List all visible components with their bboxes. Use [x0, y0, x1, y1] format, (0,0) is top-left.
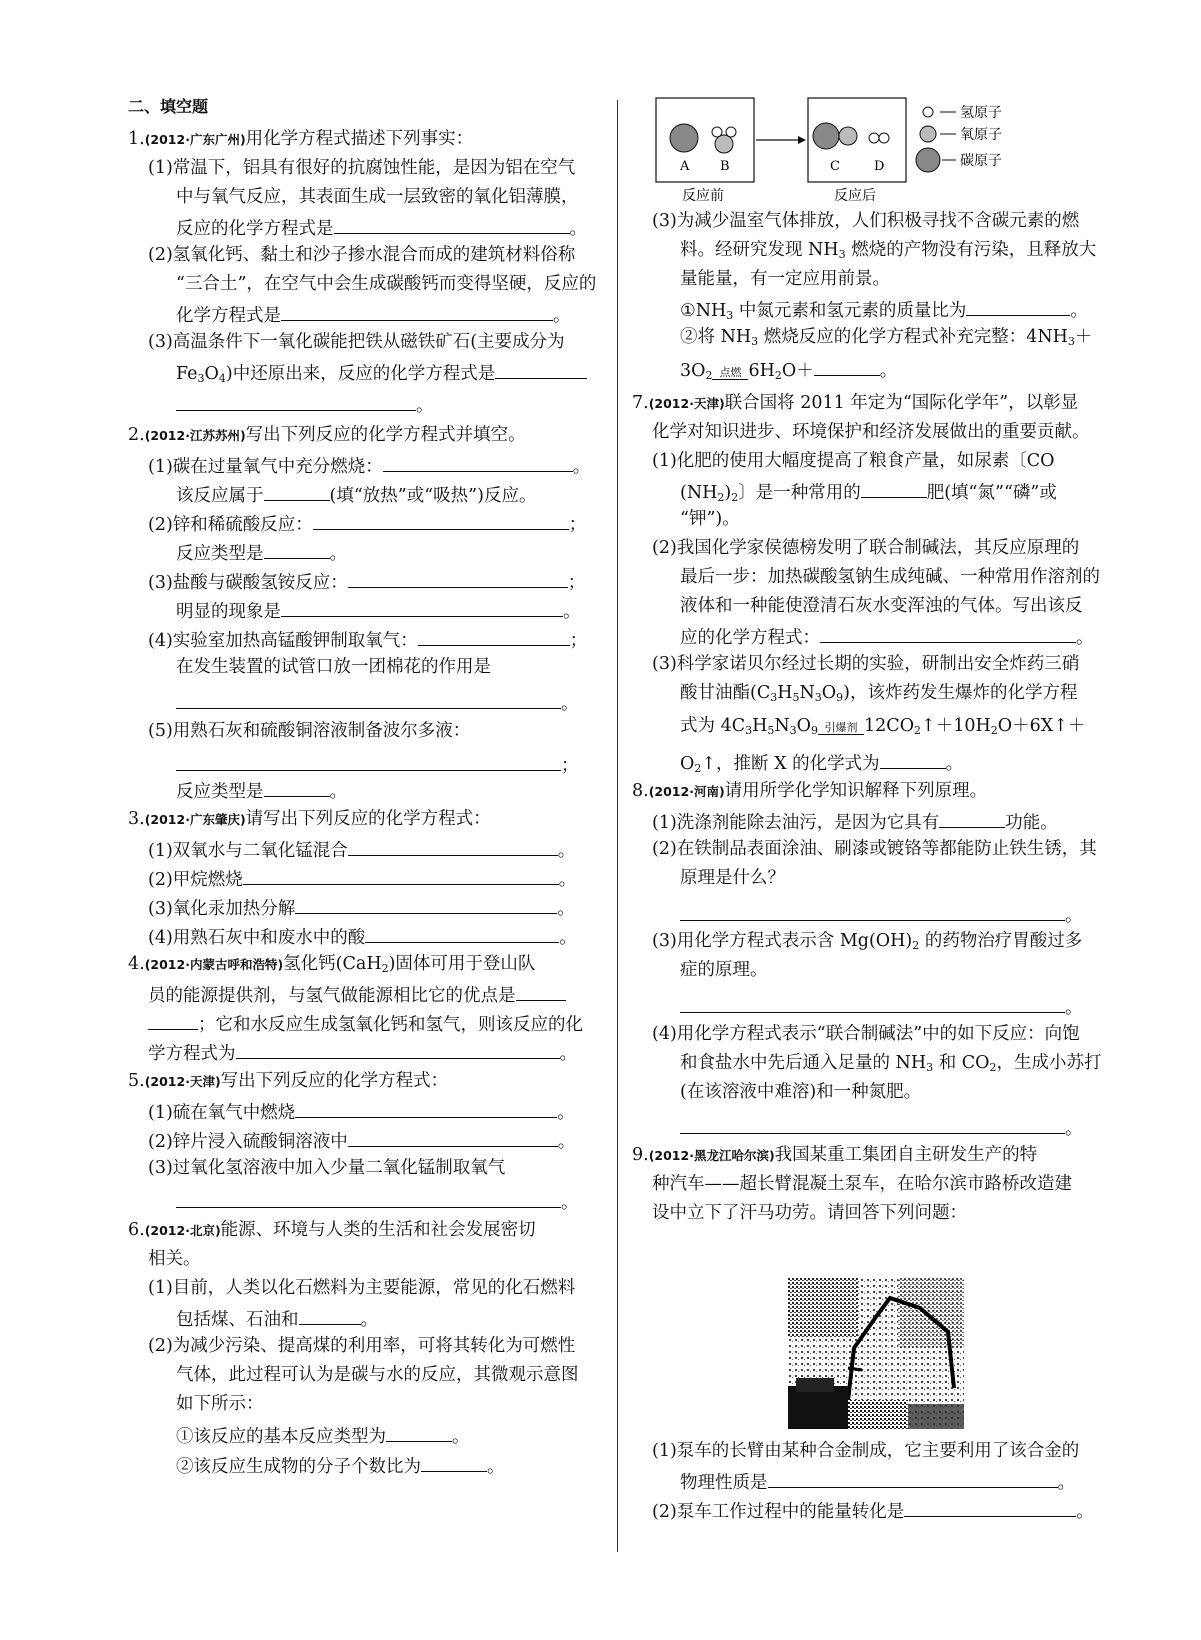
answer-blank[interactable] [348, 1128, 558, 1147]
q9-part1-line1: (1)泵车的长臂由某种合金制成，它主要利用了该合金的 [652, 1441, 1080, 1461]
question-1-stem: 1.(2012·广东广州)用化学方程式描述下列事实： [128, 129, 474, 149]
answer-blank[interactable] [264, 778, 330, 797]
q6-part3-line3: 量能量，有一定应用前景。 [680, 269, 890, 289]
label-before: 反应前 [682, 188, 724, 204]
question-5-stem: 5.(2012·天津)写出下列反应的化学方程式： [128, 1071, 449, 1091]
q8-part4-line1: (4)用化学方程式表示“联合制碱法”中的如下反应：向饱 [652, 1024, 1080, 1044]
q6-part2-line3: 如下所示： [176, 1394, 264, 1414]
q9-stem-line3: 设中立下了汗马功劳。请回答下列问题： [652, 1203, 967, 1223]
q2-part4: (4)实验室加热高锰酸钾制取氧气： ； [148, 627, 587, 652]
answer-blank[interactable] [386, 1423, 452, 1442]
q1-part1-line3: 反应的化学方程式是 。 [176, 215, 587, 240]
q8-part2-answer: 。 [680, 902, 1083, 927]
q7-part1-line3: “钾”)。 [680, 509, 740, 529]
q2-part5: (5)用熟石灰和硫酸铜溶液制备波尔多液： [148, 721, 471, 741]
answer-blank[interactable] [236, 1040, 560, 1059]
question-2-stem: 2.(2012·江苏苏州)写出下列反应的化学方程式并填空。 [128, 425, 526, 445]
q7-stem-line2: 化学对知识进步、环境保护和经济发展做出的重要贡献。 [652, 422, 1090, 442]
q5-part3: (3)过氧化氢溶液中加入少量二氧化锰制取氧气 [148, 1158, 506, 1178]
legend-hydrogen: 氢原子 [960, 105, 1002, 121]
q5-part3-b: 。 [176, 1189, 579, 1214]
q7-part3-line1: (3)科学家诺贝尔经过长期的实验，研制出安全炸药三硝 [652, 654, 1080, 674]
question-6-stem: 6.(2012·北京)能源、环境与人类的生活和社会发展密切 [128, 1220, 536, 1240]
label-d: D [874, 159, 885, 174]
carbon-atom [813, 123, 839, 149]
legend-oxygen: 氧原子 [960, 127, 1002, 143]
q8-part3-line1: (3)用化学方程式表示含 $Mg(OH)_2$ 的药物治疗胃酸过多 [652, 931, 1083, 952]
answer-blank[interactable] [176, 392, 416, 411]
question-9-stem: 9.(2012·黑龙江哈尔滨)我国某重工集团自主研发生产的特 [632, 1145, 1038, 1165]
q6-sub3: $①NH_3$ 中氮元素和氢元素的质量比为 。 [680, 297, 1088, 327]
q1-part3-line1: (3)高温条件下一氧化碳能把铁从磁铁矿石(主要成分为 [148, 332, 565, 352]
question-4-stem: 4.(2012·内蒙古呼和浩特)氢化钙(CaH$_2$)固体可用于登山队 [128, 954, 536, 975]
q5-part2: (2)锌片浸入硫酸铜溶液中 。 [148, 1128, 575, 1153]
q7-part3-equation: 式为 $4C_3H_5N_3O_9$ 引爆剂 $12CO_2↑+10H_2O+6X↑+$ [680, 716, 1086, 737]
q3-part1: (1)双氧水与二氧化锰混合 。 [148, 837, 575, 862]
q6-part2-line2: 气体，此过程可认为是碳与水的反应，其微观示意图 [176, 1365, 579, 1385]
q8-part2-line1: (2)在铁制品表面涂油、刷漆或镀铬等都能防止铁生锈，其 [652, 839, 1097, 859]
q2-part3: (3)盐酸与碳酸氢铵反应： ； [148, 569, 585, 594]
question-8-stem: 8.(2012·河南)请用所学化学知识解释下列原理。 [632, 781, 988, 801]
answer-blank[interactable] [313, 511, 569, 530]
q2-part3-b: 明显的现象是 。 [176, 598, 581, 623]
q2-part2: (2)锌和稀硫酸反应： ； [148, 511, 586, 536]
q5-part1: (1)硫在氧气中燃烧 。 [148, 1099, 575, 1124]
answer-blank[interactable] [904, 1498, 1076, 1517]
hydrogen-atom [712, 127, 722, 137]
hydrogen-atom [726, 127, 736, 137]
q6-sub2: ②该反应生成物的分子个数比为 。 [176, 1453, 505, 1478]
answer-blank[interactable] [421, 1453, 487, 1472]
q2-part2-b: 反应类型是 。 [176, 540, 347, 565]
q9-part2: (2)泵车工作过程中的能量转化是 。 [652, 1498, 1094, 1523]
answer-blank[interactable] [348, 569, 568, 588]
legend-hydrogen-icon [923, 107, 933, 117]
q2-part4-c: 。 [176, 690, 579, 715]
question-3-stem: 3.(2012·广东肇庆)请写出下列反应的化学方程式： [128, 809, 491, 829]
q2-part5-b: ； [176, 752, 579, 777]
answer-blank[interactable] [383, 453, 573, 472]
q2-part1: (1)碳在过量氧气中充分燃烧： 。 [148, 453, 590, 478]
answer-blank[interactable] [281, 302, 553, 321]
legend-carbon-icon [916, 148, 940, 172]
answer-blank[interactable] [966, 297, 1070, 316]
answer-blank[interactable] [820, 624, 1076, 643]
answer-blank[interactable] [264, 540, 330, 559]
label-after: 反应后 [834, 188, 876, 204]
q6-sub1: ①该反应的基本反应类型为 。 [176, 1423, 470, 1448]
pump-truck-photo [788, 1278, 964, 1429]
answer-blank[interactable] [176, 752, 561, 771]
answer-blank[interactable] [243, 866, 559, 885]
q7-part2-line1: (2)我国化学家侯德榜发明了联合制碱法，其反应原理的 [652, 538, 1080, 558]
q1-part1-line2: 中与氧气反应，其表面生成一层致密的氧化铝薄膜， [176, 187, 579, 207]
answer-blank[interactable] [861, 479, 927, 498]
reaction-micro-diagram [650, 96, 1050, 206]
legend-oxygen-icon [920, 126, 936, 142]
q1-part2-line2: “三合土”，在空气中会生成碳酸钙而变得坚硬，反应的 [176, 274, 597, 294]
hydrogen-atom [879, 133, 889, 143]
hydrogen-atom [869, 133, 879, 143]
label-b: B [720, 159, 730, 174]
truck-body [788, 1386, 848, 1429]
q7-part2-line2: 最后一步：加热碳酸氢钠生成纯碱、一种常用作溶剂的 [680, 567, 1100, 587]
q8-part2-line2: 原理是什么？ [680, 868, 785, 888]
answer-blank[interactable] [299, 1306, 361, 1325]
answer-blank[interactable] [365, 924, 559, 943]
column-divider [617, 100, 618, 1552]
q7-part2-line4: 应的化学方程式： 。 [680, 624, 1094, 649]
answer-blank[interactable] [814, 357, 880, 376]
answer-blank[interactable] [516, 982, 566, 1001]
question-7-stem: 7.(2012·天津)联合国将 2011 年定为“国际化学年”，以彰显 [632, 393, 1079, 413]
q8-part3-line2: 症的原理。 [680, 960, 768, 980]
answer-blank[interactable] [880, 750, 946, 769]
answer-blank[interactable] [939, 809, 1005, 828]
q8-part3-answer: 。 [680, 994, 1083, 1019]
q3-part3: (3)氧化汞加热分解 。 [148, 895, 575, 920]
answer-blank[interactable] [348, 837, 558, 856]
q6-part3-line2: 料。经研究发现 $NH_3$ 燃烧的产物没有污染，且释放大 [680, 240, 1097, 261]
answer-blank[interactable] [334, 215, 570, 234]
answer-blank[interactable] [418, 627, 570, 646]
q2-part5-c: 反应类型是 。 [176, 778, 347, 803]
answer-blank[interactable] [176, 690, 561, 709]
answer-blank[interactable] [281, 598, 563, 617]
arrow-head [798, 136, 806, 144]
q7-part2-line3: 液体和一种能使澄清石灰水变浑浊的气体。写出该反 [680, 596, 1083, 616]
q1-part2-line3: 化学方程式是 。 [176, 302, 571, 327]
section-title: 二、填空题 [128, 97, 209, 116]
answer-blank[interactable] [768, 1469, 1058, 1488]
q4-line3: ；它和水反应生成氢氧化钙和氢气，则该反应的化 [148, 1011, 583, 1036]
q7-part3-line4: $O_2↑$，推断 X 的化学式为 。 [680, 750, 963, 780]
q4-line2: 员的能源提供剂，与氢气做能源相比它的优点是 [148, 982, 566, 1007]
q6-sub4: ②将 $NH_3$ 燃烧反应的化学方程式补充完整：$4NH_3+$ [680, 327, 1093, 348]
label-c: C [830, 159, 840, 174]
q6-stem-line2: 相关。 [148, 1249, 201, 1269]
q1-part3-line2: $Fe_3O_4$)中还原出来，反应的化学方程式是 [176, 360, 587, 390]
q2-part4-b: 在发生装置的试管口放一团棉花的作用是 [176, 657, 491, 677]
q1-part1-line1: (1)常温下，铝具有很好的抗腐蚀性能，是因为铝在空气 [148, 158, 576, 178]
oxygen-atom [715, 135, 733, 153]
q7-part3-line2: 酸甘油酯$(C_3H_5N_3O_9)$，该炸药发生爆炸的化学方程 [680, 683, 1078, 704]
q8-part4-line2: 和食盐水中先后通入足量的 $NH_3$ 和 $CO_2$，生成小苏打 [680, 1053, 1102, 1074]
q8-part1: (1)洗涤剂能除去油污，是因为它具有 功能。 [652, 809, 1058, 834]
oxygen-atom [839, 127, 857, 145]
q6-part1-line1: (1)目前，人类以化石燃料为主要能源，常见的化石燃料 [148, 1278, 576, 1298]
carbon-atom [670, 124, 698, 152]
q8-part4-line3: (在该溶液中难溶)和一种氮肥。 [680, 1082, 922, 1102]
q7-part1-line1: (1)化肥的使用大幅度提高了粮食产量，如尿素〔CO [652, 451, 1055, 471]
q6-sub4-equation: $3O_2$ 点燃 $6H_2O+$ 。 [680, 357, 897, 387]
answer-blank[interactable] [176, 1189, 561, 1208]
answer-blank[interactable] [680, 994, 1065, 1013]
q6-part3-line1: (3)为减少温室气体排放，人们积极寻找不含碳元素的燃 [652, 211, 1080, 231]
answer-blank[interactable] [295, 1099, 557, 1118]
q1-part2-line1: (2)氢氧化钙、黏土和沙子掺水混合而成的建筑材料俗称 [148, 245, 576, 265]
q3-part2: (2)甲烷燃烧 。 [148, 866, 576, 891]
label-a: A [680, 159, 690, 174]
answer-blank[interactable] [148, 1011, 198, 1030]
answer-blank[interactable] [680, 1115, 1065, 1134]
q7-part1-line2: $(NH_2)_2$〕是一种常用的 肥(填“氮”“磷”或 [680, 479, 1057, 509]
q9-part1-line2: 物理性质是 。 [680, 1469, 1075, 1494]
q9-stem-line2: 种汽车——超长臂混凝土泵车，在哈尔滨市路桥改造建 [652, 1174, 1072, 1194]
q4-line4: 学方程式为 。 [148, 1040, 577, 1065]
q3-part4: (4)用熟石灰中和废水中的酸 。 [148, 924, 577, 949]
answer-blank[interactable] [680, 902, 1065, 921]
q6-part1-line2: 包括煤、石油和 。 [176, 1306, 378, 1331]
answer-blank[interactable] [295, 895, 557, 914]
q2-part1-b: 该反应属于 (填“放热”或“吸热”)反应。 [176, 482, 536, 507]
legend-carbon: 碳原子 [960, 153, 1002, 169]
q6-part2-line1: (2)为减少污染、提高煤的利用率，可将其转化为可燃性 [148, 1336, 576, 1356]
q8-part4-answer: 。 [680, 1115, 1083, 1140]
answer-blank[interactable] [264, 482, 330, 501]
answer-blank[interactable] [495, 360, 587, 379]
q1-part3-line3: 。 [176, 392, 434, 417]
